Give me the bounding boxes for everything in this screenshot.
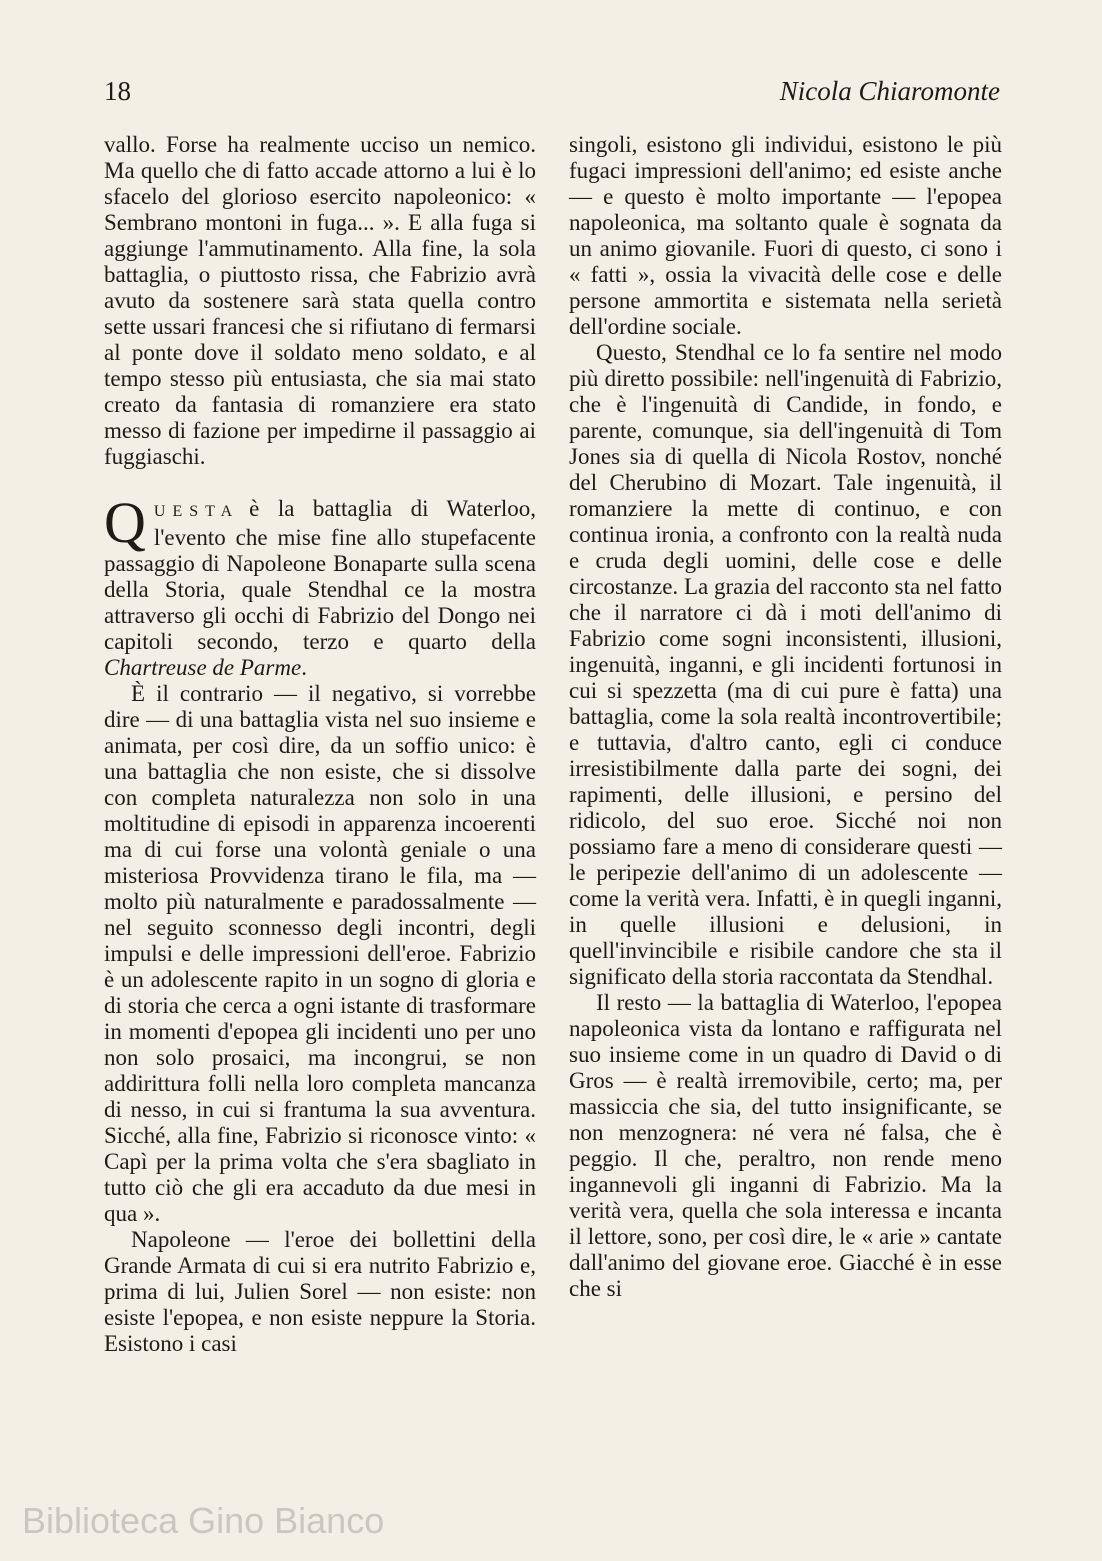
- library-watermark: Biblioteca Gino Bianco: [22, 1500, 385, 1541]
- drop-cap: Q: [104, 490, 146, 555]
- paragraph-end: .: [301, 655, 307, 680]
- paragraph: singoli, esistono gli individui, esistono le più fugaci impressioni dell'animo; ed esiste anche — e questo è molto importante — l'epopea napoleonica, ma soltanto quale è sognata da un animo giovanile. Fuori di questo, ci sono i « fatti », ossia la vivacità delle cose e delle persone ammortita e sistemata nella serietà dell'ordine sociale.: [569, 132, 1002, 339]
- right-column: [569, 132, 1002, 1302]
- paragraph: Questo, Stendhal ce lo fa sentire nel modo più diretto possibile: nell'ingenuità di Fabrizio, che è l'ingenuità di Candide, in fondo, e parente, comunque, sia dell'ingenuità di Tom Jones sia di quella di Nicola Rostov, nonché del Cherubino di Mozart. Tale ingenuità, il romanziere la mette di continuo, e con continua ironia, a confronto con la realtà nuda e cruda degli uomini, delle cose e delle circostanze. La grazia del racconto sta nel fatto che il narratore ci dà i moti dell'animo di Fabrizio come sogni inconsistenti, illusioni, ingenuità, inganni, e gli incidenti fortunosi in cui si spezzetta (ma di cui pure è fatta) una battaglia, come la sola realtà incontrovertibile; e tuttavia, d'altro canto, egli ci conduce irresistibilmente dalla parte dei sogni, dei rapimenti, delle illusioni, e persino del ridicolo, del suo eroe. Sicché noi non possiamo fare a meno di considerare questi — le peripezie dell'animo di un adolescente — come la verità vera. Infatti, è in quegli inganni, in quelle illusioni e delusioni, in quell'invincibile e risibile candore che sta il significato della storia raccontata da Stendhal.: [569, 340, 1002, 989]
- paragraph-text: è la battaglia di Waterloo, l'evento che mise fine allo stupefacente passaggio di Napoleone Bonaparte sulla scena della Storia, quale Stendhal ce la mostra attraverso gli occhi di Fabrizio del Dongo nei capitoli secondo, terzo e quarto della: [104, 496, 536, 654]
- paragraph: vallo. Forse ha realmente ucciso un nemico. Ma quello che di fatto accade attorno a lui è lo sfacelo del glorioso esercito napoleonico: « Sembrano montoni in fuga... ». E alla fuga si aggiunge l'ammutinamento. Alla fine, la sola battaglia, o piuttosto rissa, che Fabrizio avrà avuto da sostenere sarà stata quella contro sette ussari francesi che si rifiutano di fermarsi al ponte dove il soldato meno soldato, e al tempo stesso più entusiasta, che sia mai stato creato da fantasia di romanziere era stato messo di fazione per impedirne il passaggio ai fuggiaschi.: [104, 132, 536, 469]
- left-column: [104, 132, 536, 1357]
- page-number: 18: [104, 76, 131, 106]
- small-caps-word: UESTA: [153, 503, 240, 520]
- section-opening-paragraph: [104, 490, 536, 681]
- book-title: Chartreuse de Parme: [104, 655, 302, 680]
- paragraph: Il resto — la battaglia di Waterloo, l'epopea napoleonica vista da lontano e raffigurata nel suo insieme come in un quadro di David o di Gros — è realtà irremovibile, certo; ma, per massiccia che sia, del tutto insignificante, se non menzognera: né vera né falsa, che è peggio. Il che, peraltro, non rende meno ingannevoli gli inganni di Fabrizio. Ma la verità vera, quella che sola interessa e incanta il lettore, sono, per così dire, le « arie » cantate dall'animo del giovane eroe. Giacché è in esse che si: [569, 990, 1002, 1301]
- paragraph: È il contrario — il negativo, si vorrebbe dire — di una battaglia vista nel suo insieme e animata, per così dire, da un soffio unico: è una battaglia che non esiste, che si dissolve con completa naturalezza non solo in una moltitudine di episodi in apparenza incoerenti ma di cui forse una volontà geniale o una misteriosa Provvidenza tirano le fila, ma — molto più naturalmente e paradossalmente — nel seguito sconnesso degli incontri, degli impulsi e delle impressioni dell'eroe. Fabrizio è un adolescente rapito in un sogno di gloria e di storia che cerca a ogni istante di trasformare in momenti d'epopea gli incidenti uno per uno non solo prosaici, ma incongrui, se non addirittura folli nella loro completa mancanza di nesso, in cui si frantuma la sua avventura. Sicché, alla fine, Fabrizio si riconosce vinto: « Capì per la prima volta che s'era sbagliato in tutto ciò che gli era accaduto da due mesi in qua ».: [104, 681, 536, 1226]
- page-header: [104, 76, 1000, 112]
- paragraph: Napoleone — l'eroe dei bollettini della Grande Armata di cui si era nutrito Fabrizio e, prima di lui, Julien Sorel — non esiste: non esiste l'epopea, e non esiste neppure la Storia. Esistono i casi: [104, 1227, 536, 1356]
- running-head: Nicola Chiaromonte: [779, 76, 1000, 106]
